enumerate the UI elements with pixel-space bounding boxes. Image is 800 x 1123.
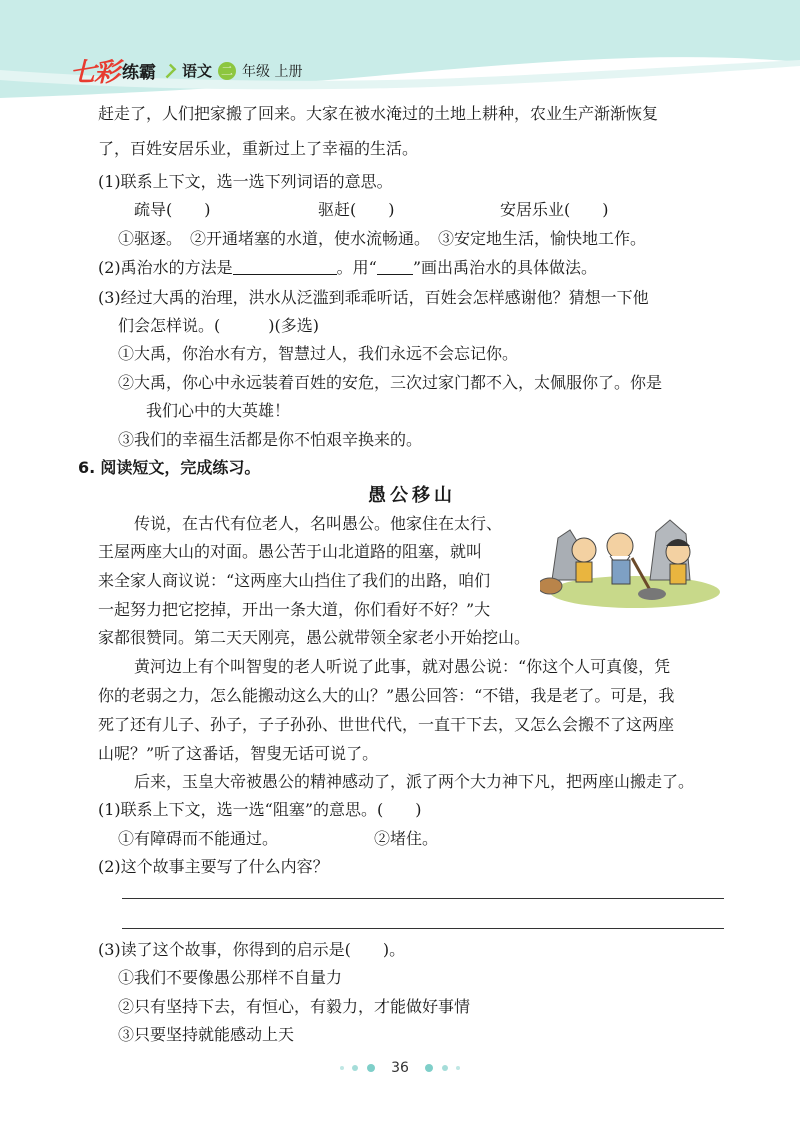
option-1: ①大禹，你治水有方，智慧过人，我们永远不会忘记你。 [118,344,519,363]
brand-logo: 七彩 [70,58,119,88]
story-line: 黄河边上有个叫智叟的老人听说了此事，就对愚公说：“你这个人可真傻，凭 [134,657,671,676]
option-2: ②大禹，你心中永远装着百姓的安危，三次过家门都不入，太佩服你了。你是 [118,373,663,392]
option-1: ①有障碍而不能通过。 [118,829,279,848]
story-line: 传说，在古代有位老人，名叫愚公。他家住在太行、 [134,514,503,533]
story-paragraph-3: 后来，玉皇大帝被愚公的精神感动了，派了两个大力神下凡，把两座山搬走了。 [134,772,695,791]
story-line: 王屋两座大山的对面。愚公苦于山北道路的阻塞，就叫 [98,542,483,561]
option-3: ③我们的幸福生活都是你不怕艰辛换来的。 [118,430,423,449]
option-1: ①我们不要像愚公那样不自量力 [118,968,343,987]
option-3: ③只要坚持就能感动上天 [118,1025,295,1044]
subject-label: 语文 [182,62,213,80]
story-line: 山呢？”听了这番话，智叟无话可说了。 [98,744,379,763]
question-6-heading [78,454,260,482]
story-title: 愚公移山 [368,485,456,506]
option-2-cont: 我们心中的大英雄！ [146,401,291,420]
q5-p1-label: (1)联系上下文，选一选下列词语的意思。 [98,172,393,191]
q5-p3-prompt[interactable]: 们会怎样说。( )(多选) [118,316,319,335]
option-2: ②堵住。 [374,829,439,848]
q6-p1-label[interactable]: (1)联系上下文，选一选“阻塞”的意思。( ) [98,800,422,819]
decor-dot [456,1066,460,1070]
option-2: ②只有坚持下去，有恒心，有毅力，才能做好事情 [118,997,471,1016]
page-header [0,0,800,98]
word-blank[interactable]: 驱赶( ) [318,200,395,219]
passage-line: 了，百姓安居乐业，重新过上了幸福的生活。 [98,139,419,158]
story-line: 死了还有儿子、孙子，子子孙孙、世世代代，一直干下去，又怎么会搬不了这两座 [98,715,675,734]
answer-line[interactable] [122,898,724,899]
passage-line: 赶走了，人们把家搬了回来。大家在被水淹过的土地上耕种，农业生产渐渐恢复 [98,104,659,123]
q5-p2-text: (2)禹治水的方法是 [98,258,233,277]
q5-p3-prompt: (3)经过大禹的治理，洪水从泛滥到乖乖听话，百姓会怎样感谢他？猜想一下他 [98,288,649,307]
word-blank[interactable]: 疏导( ) [134,200,211,219]
q6-p3-label[interactable]: (3)读了这个故事，你得到的启示是( )。 [98,940,406,959]
q6-p2-label: (2)这个故事主要写了什么内容？ [98,857,329,876]
page-footer [0,1060,800,1076]
question-5-part-2 [98,254,597,282]
decor-dot [367,1064,375,1072]
answer-line[interactable] [122,928,724,929]
chevron-right-icon [162,63,177,78]
decor-dot [340,1066,344,1070]
grade-number-badge: 二 [218,62,236,80]
q5-p2-text: 。用“ [336,258,377,277]
word-blank[interactable]: 安居乐业( ) [500,200,609,219]
q5-p2-text: ”画出禹治水的具体做法。 [412,258,598,277]
underline-sample [377,257,413,275]
story-line: 一起努力把它挖掉，开出一条大道，你们看好不好？”大 [98,600,491,619]
decor-dot [352,1065,358,1071]
decor-dot [425,1064,433,1072]
brand-series: 练霸 [122,63,157,83]
question-instruction: 阅读短文，完成练习。 [100,458,261,477]
q5-p1-options: ①驱逐。 ②开通堵塞的水道，使水流畅通。 ③安定地生活，愉快地工作。 [118,229,647,248]
series-brand [70,52,302,89]
page-number: 36 [391,1060,409,1076]
grade-label: 年级 上册 [242,63,303,80]
story-line: 来全家人商议说：“这两座大山挡住了我们的出路，咱们 [98,571,491,590]
question-number: 6. [78,458,96,477]
answer-blank[interactable] [233,257,337,275]
story-line: 你的老弱之力，怎么能搬动这么大的山？”愚公回答：“不错，我是老了。可是，我 [98,686,675,705]
decor-dot [442,1065,448,1071]
story-illustration [540,510,720,610]
story-line: 家都很赞同。第二天天刚亮，愚公就带领全家老小开始挖山。 [98,628,531,647]
